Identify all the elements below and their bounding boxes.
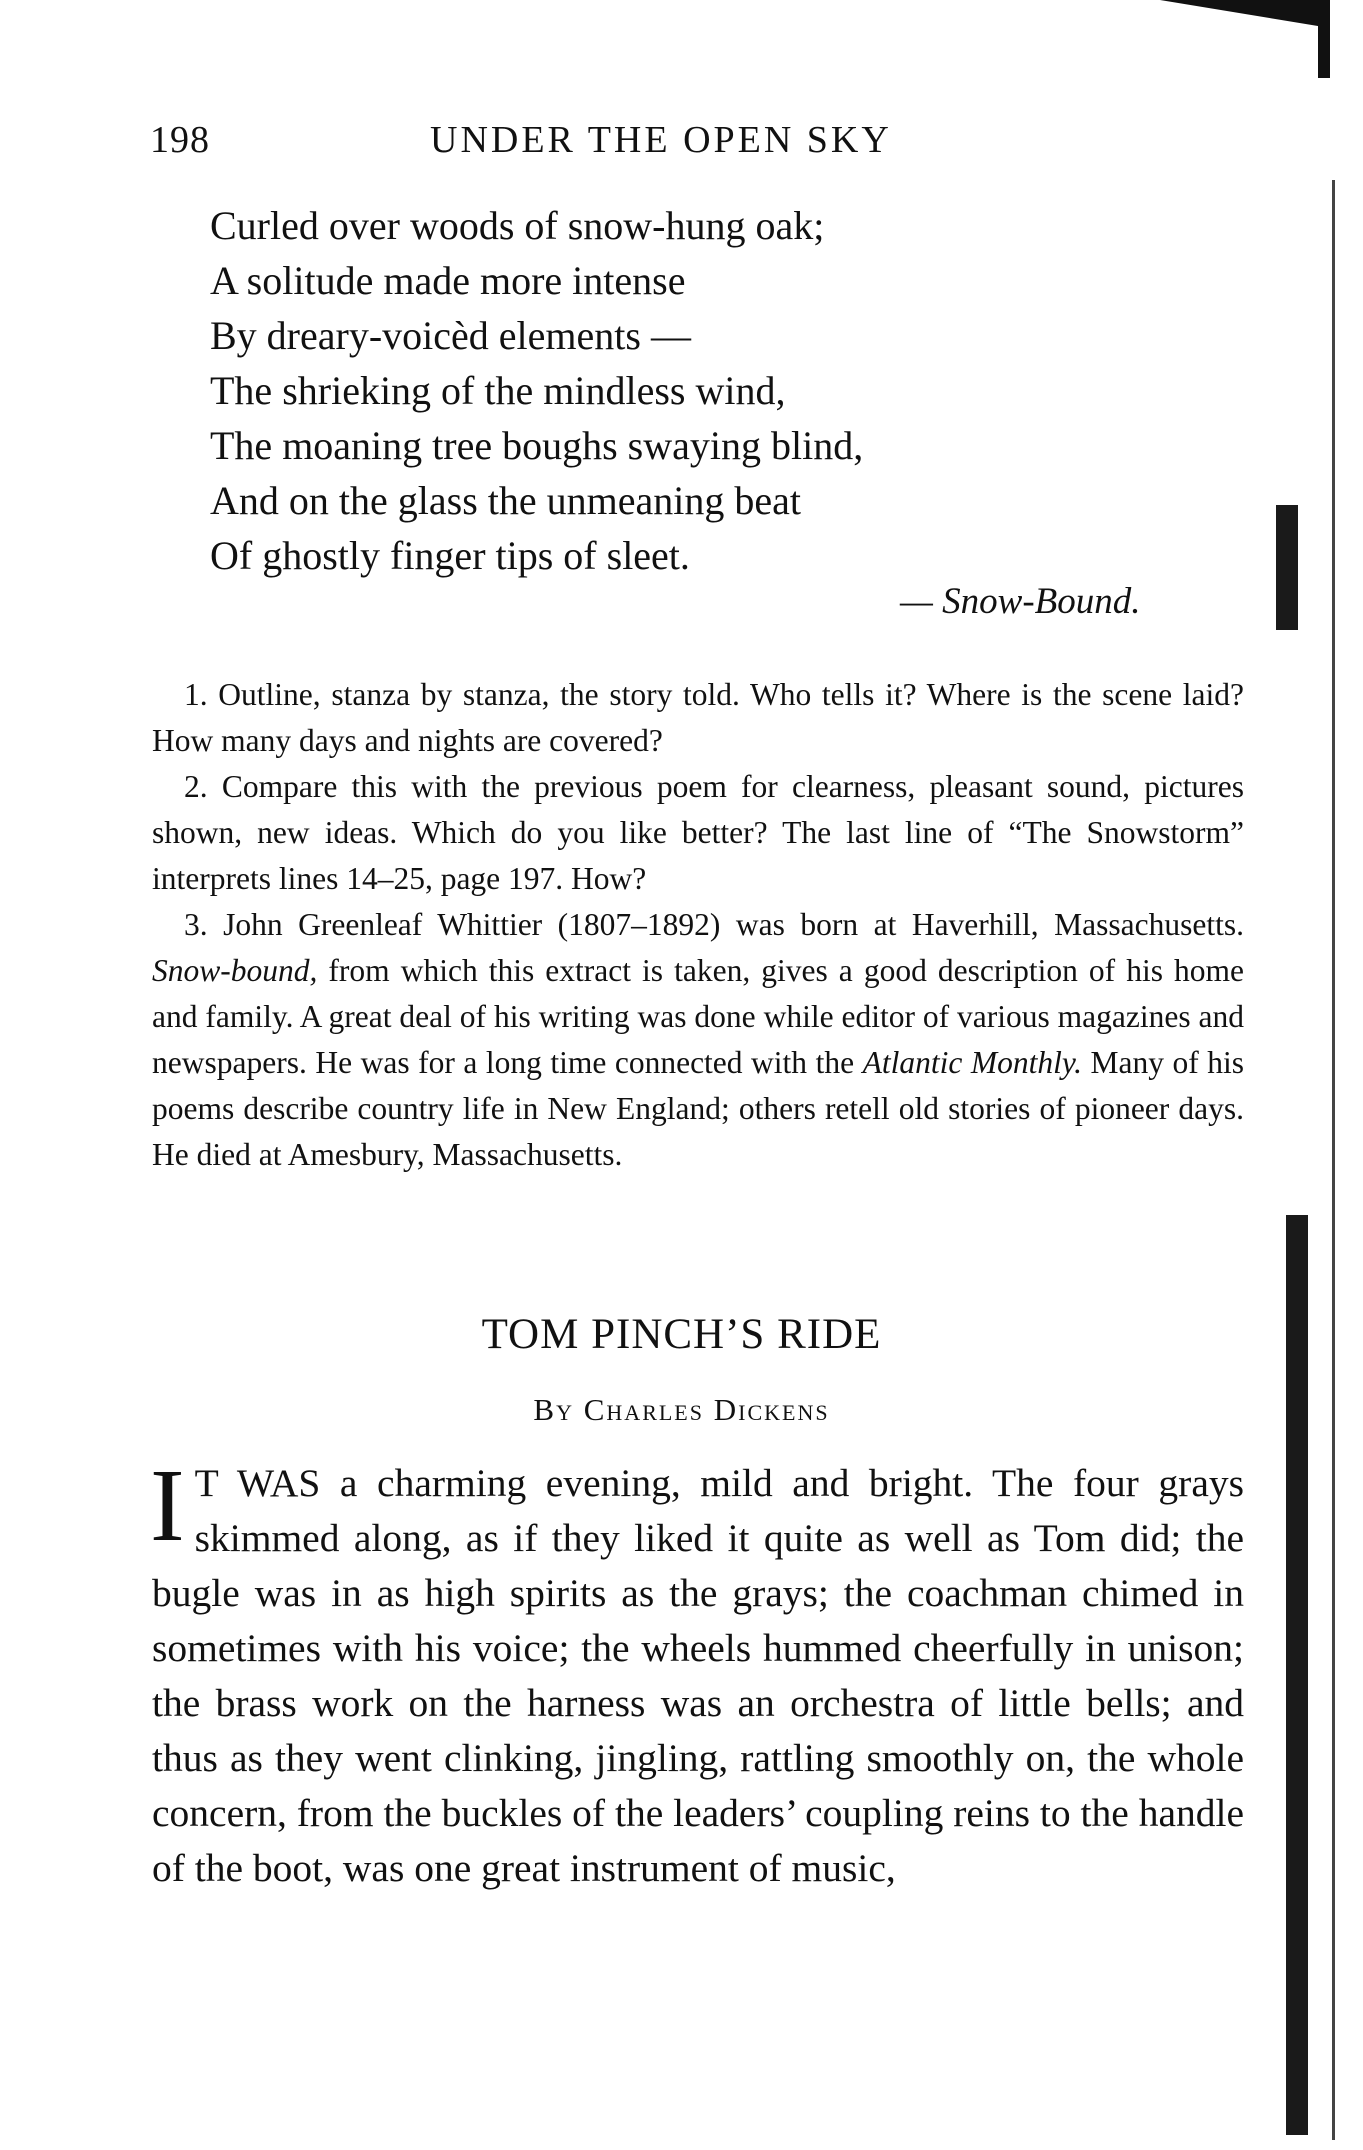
poem-line: A solitude made more intense (210, 258, 686, 303)
note-text: 3. John Greenleaf Whittier (1807–1892) was born at Haverhill, Massachusetts. (184, 907, 1244, 942)
drop-cap: I (150, 1448, 185, 1563)
poem-attribution (900, 580, 1141, 623)
poem-line: Curled over woods of snow-hung oak; (210, 203, 825, 248)
poem-excerpt (210, 198, 1210, 583)
note-italic-title: Snow-bound, (152, 953, 318, 988)
story-body (150, 1448, 1244, 1896)
scan-corner-mark (1318, 0, 1330, 78)
note-italic-title: Atlantic Monthly. (862, 1045, 1082, 1080)
poem-line: Of ghostly finger tips of sleet. (210, 533, 690, 578)
study-notes (152, 672, 1244, 1178)
page-number: 198 (150, 119, 210, 161)
attribution-dash: — (900, 581, 943, 622)
story-title: TOM PINCH’S RIDE (481, 1311, 882, 1358)
running-head: UNDER THE OPEN SKY (430, 119, 892, 161)
study-note-2: 2. Compare this with the previous poem for clearness, pleasant sound, pictures shown, new ideas. Which do you like better? The last line of “The Snowstorm” interprets lines 14–25, page 197. How? (152, 769, 1244, 896)
poem-line: And on the glass the unmeaning beat (210, 478, 801, 523)
study-note-3 (152, 902, 1244, 1178)
poem-line: The moaning tree boughs swaying blind, (210, 423, 864, 468)
story-byline: By Charles Dickens (533, 1392, 830, 1427)
story-text: T WAS a charming evening, mild and bright. The four grays skimmed along, as if they liked it quite as well as Tom did; the bugle was in as high spirits as the grays; the coachman chimed in sometimes with his voice; the wheels hummed cheerfully in unison; the brass work on the harness was an orchestra of little bells; and thus as they went clinking, jingling, rattling smoothly on, the whole concern, from the buckles of the leaders’ coupling reins to the handle of the boot, was one great instrument of music, (152, 1461, 1244, 1890)
attribution-title: Snow-Bound. (942, 581, 1141, 622)
poem-line: The shrieking of the mindless wind, (210, 368, 786, 413)
scan-edge-line (1332, 180, 1335, 2140)
page-header (0, 118, 1363, 178)
scan-edge-mark (1276, 505, 1298, 630)
note-text: from which this extract is taken, gives a good description of his home and family. A great deal of his writing was done while editor of various magazines and newspapers. He was for a long time connected with the (152, 953, 1244, 1080)
poem-line: By dreary-voicèd elements — (210, 313, 691, 358)
scan-corner-mark (1160, 0, 1330, 28)
note-text: Many of his poems describe country life in New England; others retell old stories of pioneer days. He died at Amesbury, Massachusetts. (152, 1045, 1244, 1172)
scan-edge-mark (1286, 1215, 1308, 2135)
study-note-1: 1. Outline, stanza by stanza, the story told. Who tells it? Where is the scene laid? How many days and nights are covered? (152, 677, 1244, 758)
